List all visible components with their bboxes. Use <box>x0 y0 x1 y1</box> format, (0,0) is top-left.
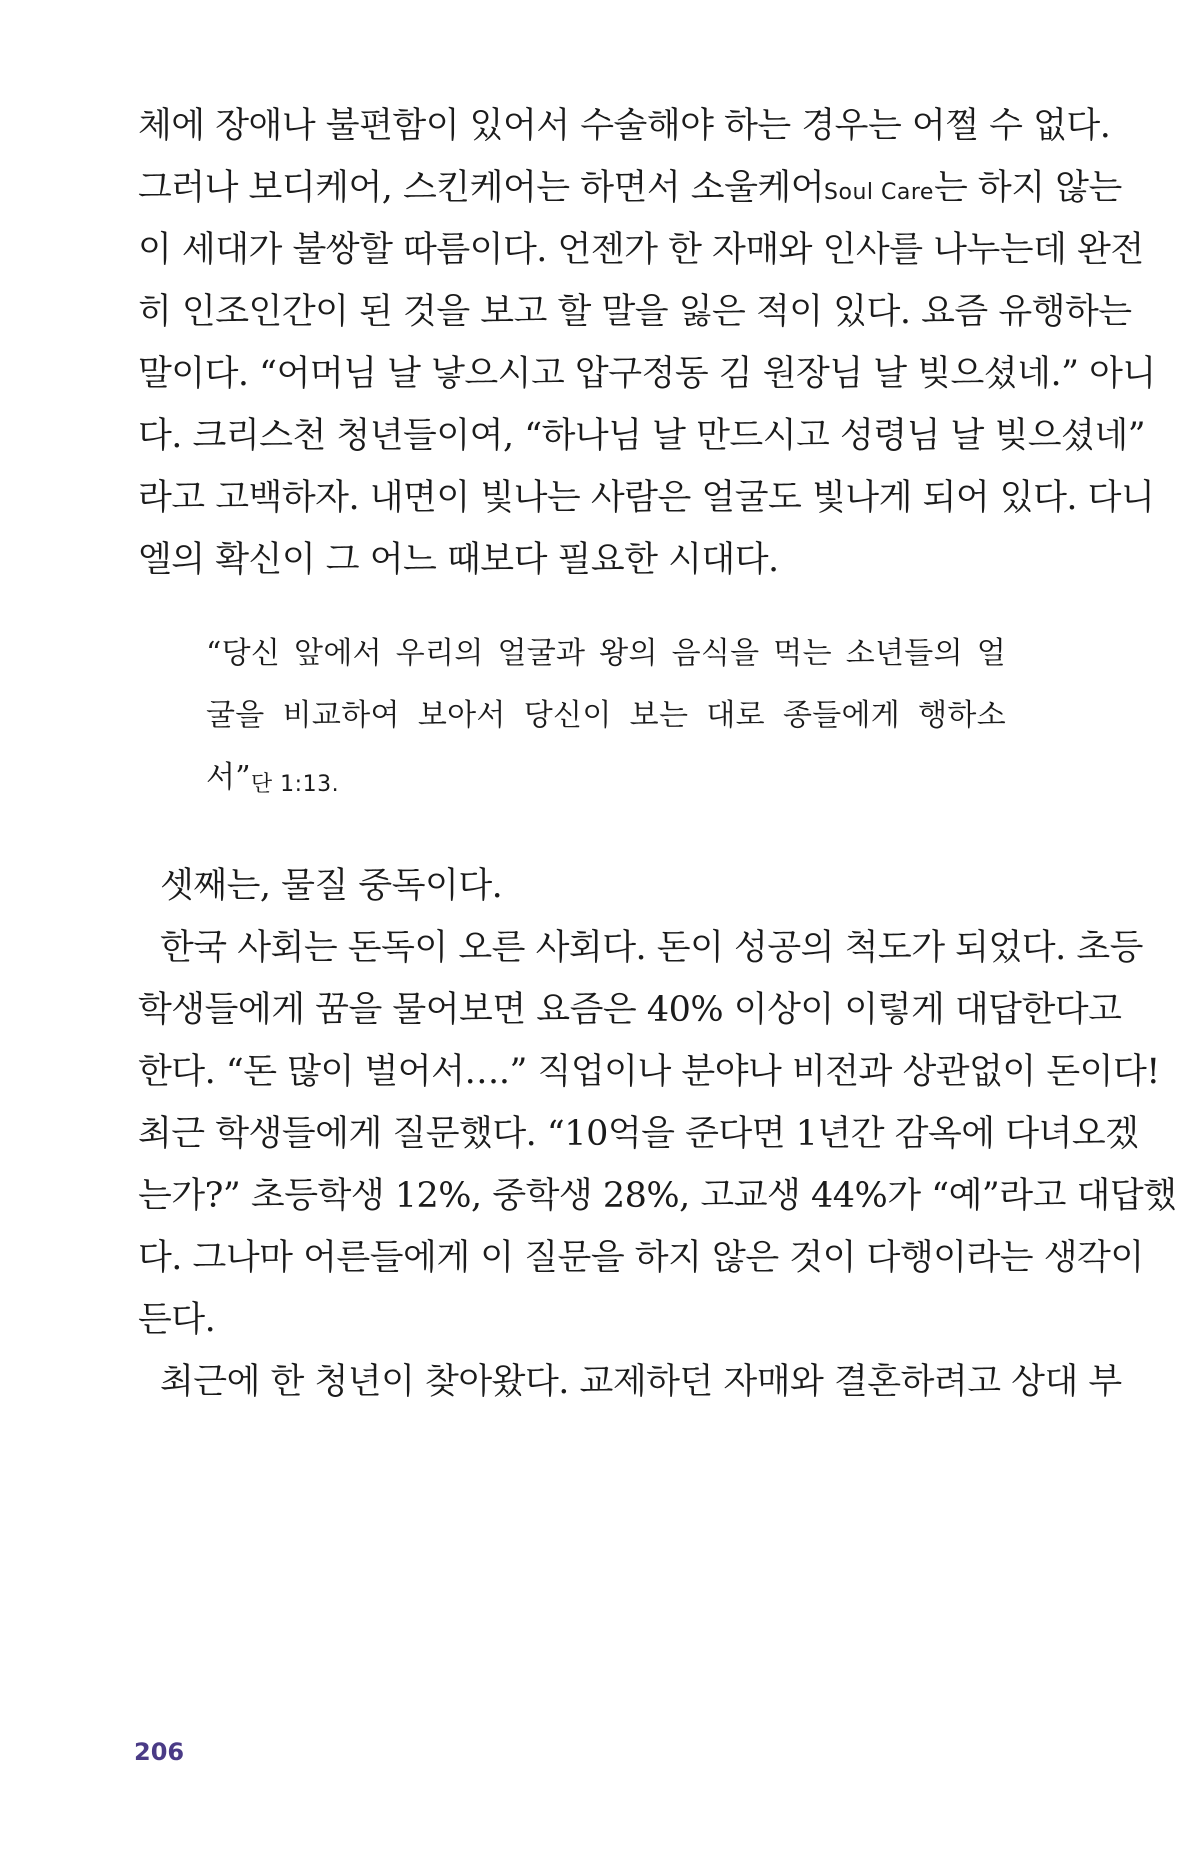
text-line <box>138 166 1122 215</box>
text-line: 엘의 확신이 그 어느 때보다 필요한 시대다. <box>138 540 779 580</box>
text-line: 한국 사회는 돈독이 오른 사회다. 돈이 성공의 척도가 되었다. 초등 <box>160 928 1143 968</box>
page-number: 206 <box>134 1738 185 1766</box>
text-line: 말이다. “어머님 날 낳으시고 압구정동 김 원장님 날 빚으셨네.” 아니 <box>138 354 1156 394</box>
quote-line: 굴을 비교하여 보아서 당신이 보는 대로 종들에게 행하소 <box>206 698 1006 733</box>
text-line: 최근에 한 청년이 찾아왔다. 교제하던 자매와 결혼하려고 상대 부 <box>160 1362 1122 1402</box>
text-fragment: 그러나 보디케어, 스킨케어는 하면서 소울케어 <box>138 168 825 208</box>
text-line: 이 세대가 불쌍할 따름이다. 언젠가 한 자매와 인사를 나누는데 완전 <box>138 230 1144 270</box>
text-line: 최근 학생들에게 질문했다. “10억을 준다면 1년간 감옥에 다녀오겠 <box>138 1114 1139 1154</box>
scripture-reference: 단 1:13. <box>250 772 340 797</box>
text-line: 라고 고백하자. 내면이 빛나는 사람은 얼굴도 빛나게 되어 있다. 다니 <box>138 478 1155 518</box>
quote-line: “당신 앞에서 우리의 얼굴과 왕의 음식을 먹는 소년들의 얼 <box>206 636 1006 671</box>
text-line: 히 인조인간이 된 것을 보고 할 말을 잃은 적이 있다. 요즘 유행하는 <box>138 292 1132 332</box>
text-fragment: 는 하지 않는 <box>933 168 1122 208</box>
text-line: 든다. <box>138 1300 216 1340</box>
text-line: 학생들에게 꿈을 물어보면 요즘은 40% 이상이 이렇게 대답한다고 <box>138 990 1122 1030</box>
text-line: 셋째는, 물질 중독이다. <box>160 866 503 906</box>
text-line: 다. 크리스천 청년들이여, “하나님 날 만드시고 성령님 날 빚으셨네” <box>138 416 1146 456</box>
quote-line <box>206 756 1006 807</box>
quote-end: 서” <box>206 760 251 795</box>
text-line: 체에 장애나 불편함이 있어서 수술해야 하는 경우는 어쩔 수 없다. <box>138 106 1111 146</box>
text-line: 는가?” 초등학생 12%, 중학생 28%, 고교생 44%가 “예”라고 대답했 <box>138 1176 1177 1216</box>
text-line: 한다. “돈 많이 벌어서….” 직업이나 분야나 비전과 상관없이 돈이다! <box>138 1052 1160 1092</box>
text-line: 다. 그나마 어른들에게 이 질문을 하지 않은 것이 다행이라는 생각이 <box>138 1238 1144 1278</box>
english-term: Soul Care <box>824 180 934 205</box>
